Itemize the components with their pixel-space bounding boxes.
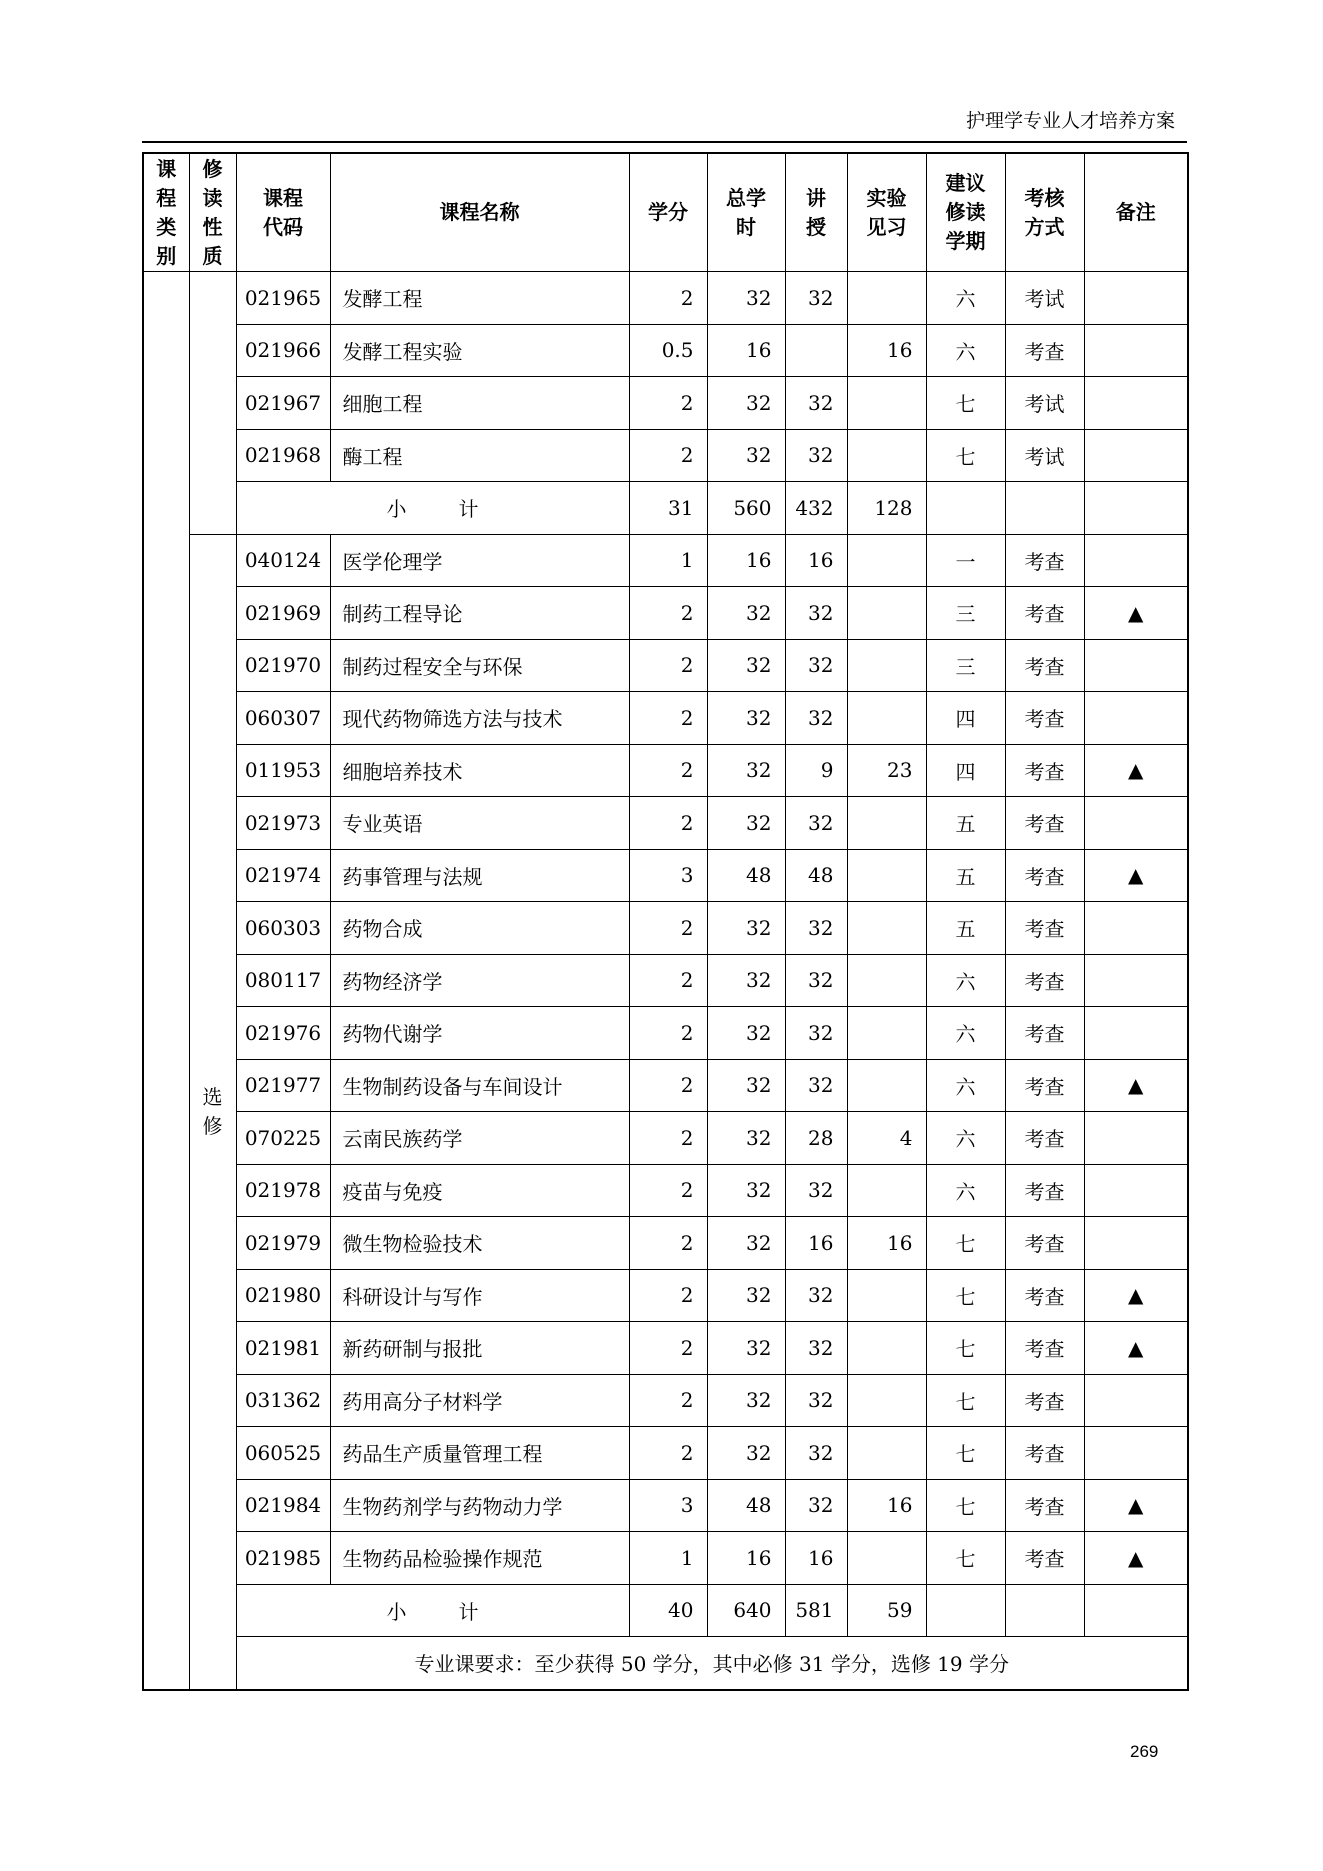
course-lecture-hours: 32 — [785, 1479, 847, 1532]
course-remark — [1084, 1374, 1188, 1427]
course-remark — [1084, 1164, 1188, 1217]
required-nature-cell — [189, 272, 236, 535]
course-exam-method: 考查 — [1005, 954, 1084, 1007]
course-lecture-hours: 16 — [785, 534, 847, 587]
course-code: 021966 — [236, 324, 330, 377]
table-row — [143, 324, 1188, 377]
course-remark: ▲ — [1084, 1532, 1188, 1585]
course-name: 细胞工程 — [330, 377, 629, 430]
course-semester: 五 — [926, 797, 1005, 850]
course-lecture-hours: 9 — [785, 744, 847, 797]
course-exam-method: 考查 — [1005, 1269, 1084, 1322]
course-total-hours: 32 — [707, 1112, 785, 1165]
course-exam-method: 考查 — [1005, 744, 1084, 797]
table-row — [143, 1112, 1188, 1165]
header-name: 课程名称 — [330, 153, 629, 272]
header-total-hours-text: 总学 时 — [726, 185, 766, 239]
subtotal-semester — [926, 482, 1005, 535]
course-code: 021976 — [236, 1007, 330, 1060]
course-exam-method: 考查 — [1005, 1479, 1084, 1532]
course-semester: 三 — [926, 639, 1005, 692]
course-name: 疫苗与免疫 — [330, 1164, 629, 1217]
course-semester: 七 — [926, 1479, 1005, 1532]
course-lab-hours — [847, 534, 926, 587]
course-credits: 2 — [629, 1059, 707, 1112]
course-code: 021973 — [236, 797, 330, 850]
course-lecture-hours: 32 — [785, 1427, 847, 1480]
course-lab-hours — [847, 377, 926, 430]
course-semester: 六 — [926, 1112, 1005, 1165]
course-lab-hours — [847, 639, 926, 692]
course-total-hours: 32 — [707, 692, 785, 745]
course-lab-hours — [847, 587, 926, 640]
table-row — [143, 1427, 1188, 1480]
table-row — [143, 1269, 1188, 1322]
table-row — [143, 849, 1188, 902]
subtotal-lab-hours: 128 — [847, 482, 926, 535]
course-credits: 1 — [629, 534, 707, 587]
header-lecture-text: 讲 授 — [806, 185, 826, 239]
course-semester: 六 — [926, 1059, 1005, 1112]
table-row — [143, 1532, 1188, 1585]
course-credits: 2 — [629, 692, 707, 745]
table-row — [143, 587, 1188, 640]
elective-nature-text: 选 修 — [202, 1084, 223, 1138]
course-credits: 0.5 — [629, 324, 707, 377]
course-credits: 2 — [629, 954, 707, 1007]
course-exam-method: 考查 — [1005, 1532, 1084, 1585]
course-lab-hours — [847, 1059, 926, 1112]
course-credits: 2 — [629, 1269, 707, 1322]
course-name: 现代药物筛选方法与技术 — [330, 692, 629, 745]
course-lab-hours: 16 — [847, 1217, 926, 1270]
course-total-hours: 32 — [707, 377, 785, 430]
course-exam-method: 考试 — [1005, 377, 1084, 430]
course-remark — [1084, 429, 1188, 482]
header-lab — [847, 153, 926, 272]
course-remark: ▲ — [1084, 849, 1188, 902]
course-semester: 六 — [926, 1164, 1005, 1217]
subtotal-total-hours: 640 — [707, 1584, 785, 1637]
table-row — [143, 797, 1188, 850]
subtotal-lab-hours: 59 — [847, 1584, 926, 1637]
course-remark: ▲ — [1084, 744, 1188, 797]
course-code: 021974 — [236, 849, 330, 902]
course-name: 科研设计与写作 — [330, 1269, 629, 1322]
course-credits: 2 — [629, 639, 707, 692]
course-total-hours: 32 — [707, 272, 785, 325]
course-remark — [1084, 534, 1188, 587]
course-semester: 七 — [926, 1217, 1005, 1270]
course-semester: 六 — [926, 1007, 1005, 1060]
course-credits: 3 — [629, 1479, 707, 1532]
course-lecture-hours — [785, 324, 847, 377]
course-credits: 2 — [629, 1374, 707, 1427]
table-row — [143, 534, 1188, 587]
table-row — [143, 639, 1188, 692]
course-remark: ▲ — [1084, 1269, 1188, 1322]
course-total-hours: 48 — [707, 849, 785, 902]
course-credits: 2 — [629, 1427, 707, 1480]
course-exam-method: 考查 — [1005, 849, 1084, 902]
table-row — [143, 429, 1188, 482]
subtotal-remark — [1084, 482, 1188, 535]
course-lecture-hours: 32 — [785, 1269, 847, 1322]
course-remark — [1084, 902, 1188, 955]
course-remark: ▲ — [1084, 1059, 1188, 1112]
course-total-hours: 32 — [707, 587, 785, 640]
course-semester: 六 — [926, 272, 1005, 325]
course-semester: 七 — [926, 1322, 1005, 1375]
subtotal-credits: 31 — [629, 482, 707, 535]
course-lab-hours: 16 — [847, 324, 926, 377]
course-code: 021984 — [236, 1479, 330, 1532]
course-name: 药物合成 — [330, 902, 629, 955]
table-row — [143, 1374, 1188, 1427]
course-total-hours: 32 — [707, 639, 785, 692]
course-name: 微生物检验技术 — [330, 1217, 629, 1270]
course-exam-method: 考查 — [1005, 1007, 1084, 1060]
course-lecture-hours: 32 — [785, 1374, 847, 1427]
course-lab-hours — [847, 797, 926, 850]
course-exam-method: 考查 — [1005, 902, 1084, 955]
course-name: 药品生产质量管理工程 — [330, 1427, 629, 1480]
course-lab-hours — [847, 1374, 926, 1427]
course-semester: 七 — [926, 1532, 1005, 1585]
course-name: 发酵工程 — [330, 272, 629, 325]
course-remark: ▲ — [1084, 1322, 1188, 1375]
course-lecture-hours: 48 — [785, 849, 847, 902]
course-exam-method: 考查 — [1005, 1374, 1084, 1427]
course-semester: 七 — [926, 377, 1005, 430]
course-code: 021968 — [236, 429, 330, 482]
header-code-text: 课程 代码 — [263, 185, 303, 239]
course-exam-method: 考查 — [1005, 587, 1084, 640]
course-total-hours: 16 — [707, 534, 785, 587]
subtotal-credits: 40 — [629, 1584, 707, 1637]
course-lab-hours: 16 — [847, 1479, 926, 1532]
course-remark — [1084, 954, 1188, 1007]
course-total-hours: 32 — [707, 1164, 785, 1217]
header-rule — [142, 141, 1187, 143]
course-lecture-hours: 32 — [785, 429, 847, 482]
course-credits: 2 — [629, 1164, 707, 1217]
course-lab-hours — [847, 1427, 926, 1480]
course-total-hours: 32 — [707, 744, 785, 797]
course-semester: 三 — [926, 587, 1005, 640]
course-exam-method: 考查 — [1005, 692, 1084, 745]
course-lecture-hours: 32 — [785, 1007, 847, 1060]
course-lecture-hours: 28 — [785, 1112, 847, 1165]
course-exam-method: 考查 — [1005, 1427, 1084, 1480]
course-lecture-hours: 32 — [785, 902, 847, 955]
table-row — [143, 1217, 1188, 1270]
table-row — [143, 377, 1188, 430]
course-remark — [1084, 1007, 1188, 1060]
course-exam-method: 考查 — [1005, 1059, 1084, 1112]
course-code: 070225 — [236, 1112, 330, 1165]
course-remark — [1084, 639, 1188, 692]
course-semester: 五 — [926, 902, 1005, 955]
header-code — [236, 153, 330, 272]
course-code: 080117 — [236, 954, 330, 1007]
running-header: 护理学专业人才培养方案 — [965, 110, 1175, 132]
course-credits: 3 — [629, 849, 707, 902]
course-total-hours: 32 — [707, 954, 785, 1007]
header-semester — [926, 153, 1005, 272]
table-body — [143, 272, 1188, 1690]
course-semester: 四 — [926, 692, 1005, 745]
subtotal-exam — [1005, 1584, 1084, 1637]
subtotal-label — [236, 482, 629, 535]
course-lecture-hours: 16 — [785, 1217, 847, 1270]
course-code: 021979 — [236, 1217, 330, 1270]
course-semester: 七 — [926, 1374, 1005, 1427]
course-remark: ▲ — [1084, 1479, 1188, 1532]
header-lab-text: 实验 见习 — [866, 185, 907, 239]
course-code: 021970 — [236, 639, 330, 692]
course-name: 云南民族药学 — [330, 1112, 629, 1165]
course-semester: 四 — [926, 744, 1005, 797]
header-total-hours — [707, 153, 785, 272]
header-exam-text: 考核 方式 — [1024, 185, 1065, 239]
course-exam-method: 考查 — [1005, 1217, 1084, 1270]
subtotal-semester — [926, 1584, 1005, 1637]
course-total-hours: 32 — [707, 429, 785, 482]
table-row — [143, 954, 1188, 1007]
course-semester: 七 — [926, 429, 1005, 482]
course-credits: 2 — [629, 1217, 707, 1270]
subtotal-lecture-hours: 432 — [785, 482, 847, 535]
course-semester: 六 — [926, 324, 1005, 377]
table-row — [143, 902, 1188, 955]
course-lab-hours — [847, 1007, 926, 1060]
course-exam-method: 考查 — [1005, 639, 1084, 692]
course-credits: 2 — [629, 587, 707, 640]
course-semester: 六 — [926, 954, 1005, 1007]
course-exam-method: 考查 — [1005, 324, 1084, 377]
subtotal-row — [143, 482, 1188, 535]
course-lecture-hours: 32 — [785, 1059, 847, 1112]
course-lecture-hours: 32 — [785, 587, 847, 640]
course-name: 新药研制与报批 — [330, 1322, 629, 1375]
course-total-hours: 16 — [707, 324, 785, 377]
course-lab-hours — [847, 1532, 926, 1585]
requirement-note: 专业课要求：至少获得 50 学分，其中必修 31 学分，选修 19 学分 — [236, 1637, 1188, 1690]
course-lecture-hours: 32 — [785, 272, 847, 325]
course-lecture-hours: 32 — [785, 954, 847, 1007]
subtotal-row — [143, 1584, 1188, 1637]
course-credits: 2 — [629, 744, 707, 797]
course-code: 021980 — [236, 1269, 330, 1322]
course-name: 生物药剂学与药物动力学 — [330, 1479, 629, 1532]
table-row — [143, 744, 1188, 797]
table-row — [143, 1322, 1188, 1375]
course-code: 040124 — [236, 534, 330, 587]
course-exam-method: 考试 — [1005, 272, 1084, 325]
course-credits: 2 — [629, 1007, 707, 1060]
course-remark — [1084, 1112, 1188, 1165]
course-remark — [1084, 324, 1188, 377]
course-credits: 2 — [629, 1112, 707, 1165]
course-code: 021977 — [236, 1059, 330, 1112]
course-lab-hours — [847, 849, 926, 902]
course-code: 060303 — [236, 902, 330, 955]
course-name: 医学伦理学 — [330, 534, 629, 587]
header-remark: 备注 — [1084, 153, 1188, 272]
course-total-hours: 32 — [707, 1059, 785, 1112]
course-remark — [1084, 1427, 1188, 1480]
course-name: 制药工程导论 — [330, 587, 629, 640]
course-total-hours: 48 — [707, 1479, 785, 1532]
course-code: 060525 — [236, 1427, 330, 1480]
course-total-hours: 32 — [707, 1374, 785, 1427]
course-remark — [1084, 272, 1188, 325]
subtotal-lecture-hours: 581 — [785, 1584, 847, 1637]
course-remark — [1084, 692, 1188, 745]
course-total-hours: 32 — [707, 1269, 785, 1322]
course-lab-hours: 4 — [847, 1112, 926, 1165]
course-lab-hours — [847, 429, 926, 482]
table-row — [143, 1164, 1188, 1217]
course-name: 药事管理与法规 — [330, 849, 629, 902]
subtotal-total-hours: 560 — [707, 482, 785, 535]
course-remark — [1084, 797, 1188, 850]
course-total-hours: 16 — [707, 1532, 785, 1585]
course-total-hours: 32 — [707, 1427, 785, 1480]
course-lecture-hours: 32 — [785, 639, 847, 692]
course-credits: 2 — [629, 1322, 707, 1375]
course-name: 发酵工程实验 — [330, 324, 629, 377]
course-name: 专业英语 — [330, 797, 629, 850]
course-remark — [1084, 377, 1188, 430]
table-row — [143, 1479, 1188, 1532]
subtotal-label — [236, 1584, 629, 1637]
course-total-hours: 32 — [707, 902, 785, 955]
course-lecture-hours: 16 — [785, 1532, 847, 1585]
course-semester: 五 — [926, 849, 1005, 902]
course-exam-method: 考试 — [1005, 429, 1084, 482]
course-total-hours: 32 — [707, 1322, 785, 1375]
header-credits: 学分 — [629, 153, 707, 272]
category-cell — [143, 272, 189, 1690]
course-exam-method: 考查 — [1005, 1112, 1084, 1165]
table-header-row — [143, 153, 1188, 272]
course-code: 031362 — [236, 1374, 330, 1427]
subtotal-label-b: 计 — [458, 1599, 479, 1624]
course-lab-hours — [847, 1269, 926, 1322]
course-lecture-hours: 32 — [785, 377, 847, 430]
course-credits: 2 — [629, 902, 707, 955]
course-lecture-hours: 32 — [785, 797, 847, 850]
course-total-hours: 32 — [707, 1217, 785, 1270]
course-total-hours: 32 — [707, 797, 785, 850]
course-credits: 1 — [629, 1532, 707, 1585]
subtotal-label-b: 计 — [458, 497, 479, 522]
header-nature — [189, 153, 236, 272]
course-credits: 2 — [629, 429, 707, 482]
course-lab-hours — [847, 1322, 926, 1375]
requirement-row — [143, 1637, 1188, 1690]
table-row — [143, 1007, 1188, 1060]
course-semester: 七 — [926, 1427, 1005, 1480]
header-lecture — [785, 153, 847, 272]
page-number: 269 — [1130, 1742, 1159, 1761]
header-exam — [1005, 153, 1084, 272]
course-semester: 七 — [926, 1269, 1005, 1322]
course-name: 药物代谢学 — [330, 1007, 629, 1060]
course-lab-hours: 23 — [847, 744, 926, 797]
course-name: 细胞培养技术 — [330, 744, 629, 797]
course-credits: 2 — [629, 272, 707, 325]
course-remark — [1084, 1217, 1188, 1270]
header-category — [143, 153, 189, 272]
course-name: 药用高分子材料学 — [330, 1374, 629, 1427]
header-category-text: 课 程 类 别 — [156, 156, 177, 268]
course-code: 021967 — [236, 377, 330, 430]
header-semester-text: 建议 修读 学期 — [945, 171, 986, 253]
course-lab-hours — [847, 902, 926, 955]
course-code: 060307 — [236, 692, 330, 745]
course-lab-hours — [847, 272, 926, 325]
course-lab-hours — [847, 954, 926, 1007]
course-remark: ▲ — [1084, 587, 1188, 640]
table-row — [143, 692, 1188, 745]
subtotal-exam — [1005, 482, 1084, 535]
course-exam-method: 考查 — [1005, 797, 1084, 850]
subtotal-label-a: 小 — [386, 1599, 407, 1624]
subtotal-remark — [1084, 1584, 1188, 1637]
course-total-hours: 32 — [707, 1007, 785, 1060]
course-lecture-hours: 32 — [785, 1322, 847, 1375]
course-semester: 一 — [926, 534, 1005, 587]
course-lecture-hours: 32 — [785, 1164, 847, 1217]
course-exam-method: 考查 — [1005, 1164, 1084, 1217]
header-nature-text: 修 读 性 质 — [202, 156, 223, 268]
course-code: 021978 — [236, 1164, 330, 1217]
course-name: 生物药品检验操作规范 — [330, 1532, 629, 1585]
table-row — [143, 272, 1188, 325]
course-lab-hours — [847, 1164, 926, 1217]
course-code: 021985 — [236, 1532, 330, 1585]
elective-nature-cell — [189, 534, 236, 1690]
course-exam-method: 考查 — [1005, 1322, 1084, 1375]
course-name: 生物制药设备与车间设计 — [330, 1059, 629, 1112]
course-code: 021981 — [236, 1322, 330, 1375]
course-name: 药物经济学 — [330, 954, 629, 1007]
course-credits: 2 — [629, 797, 707, 850]
subtotal-label-a: 小 — [386, 497, 407, 522]
course-code: 021969 — [236, 587, 330, 640]
course-name: 酶工程 — [330, 429, 629, 482]
course-lab-hours — [847, 692, 926, 745]
table-row — [143, 1059, 1188, 1112]
course-exam-method: 考查 — [1005, 534, 1084, 587]
course-credits: 2 — [629, 377, 707, 430]
course-lecture-hours: 32 — [785, 692, 847, 745]
course-code: 021965 — [236, 272, 330, 325]
course-table — [142, 152, 1189, 1691]
course-code: 011953 — [236, 744, 330, 797]
course-name: 制药过程安全与环保 — [330, 639, 629, 692]
